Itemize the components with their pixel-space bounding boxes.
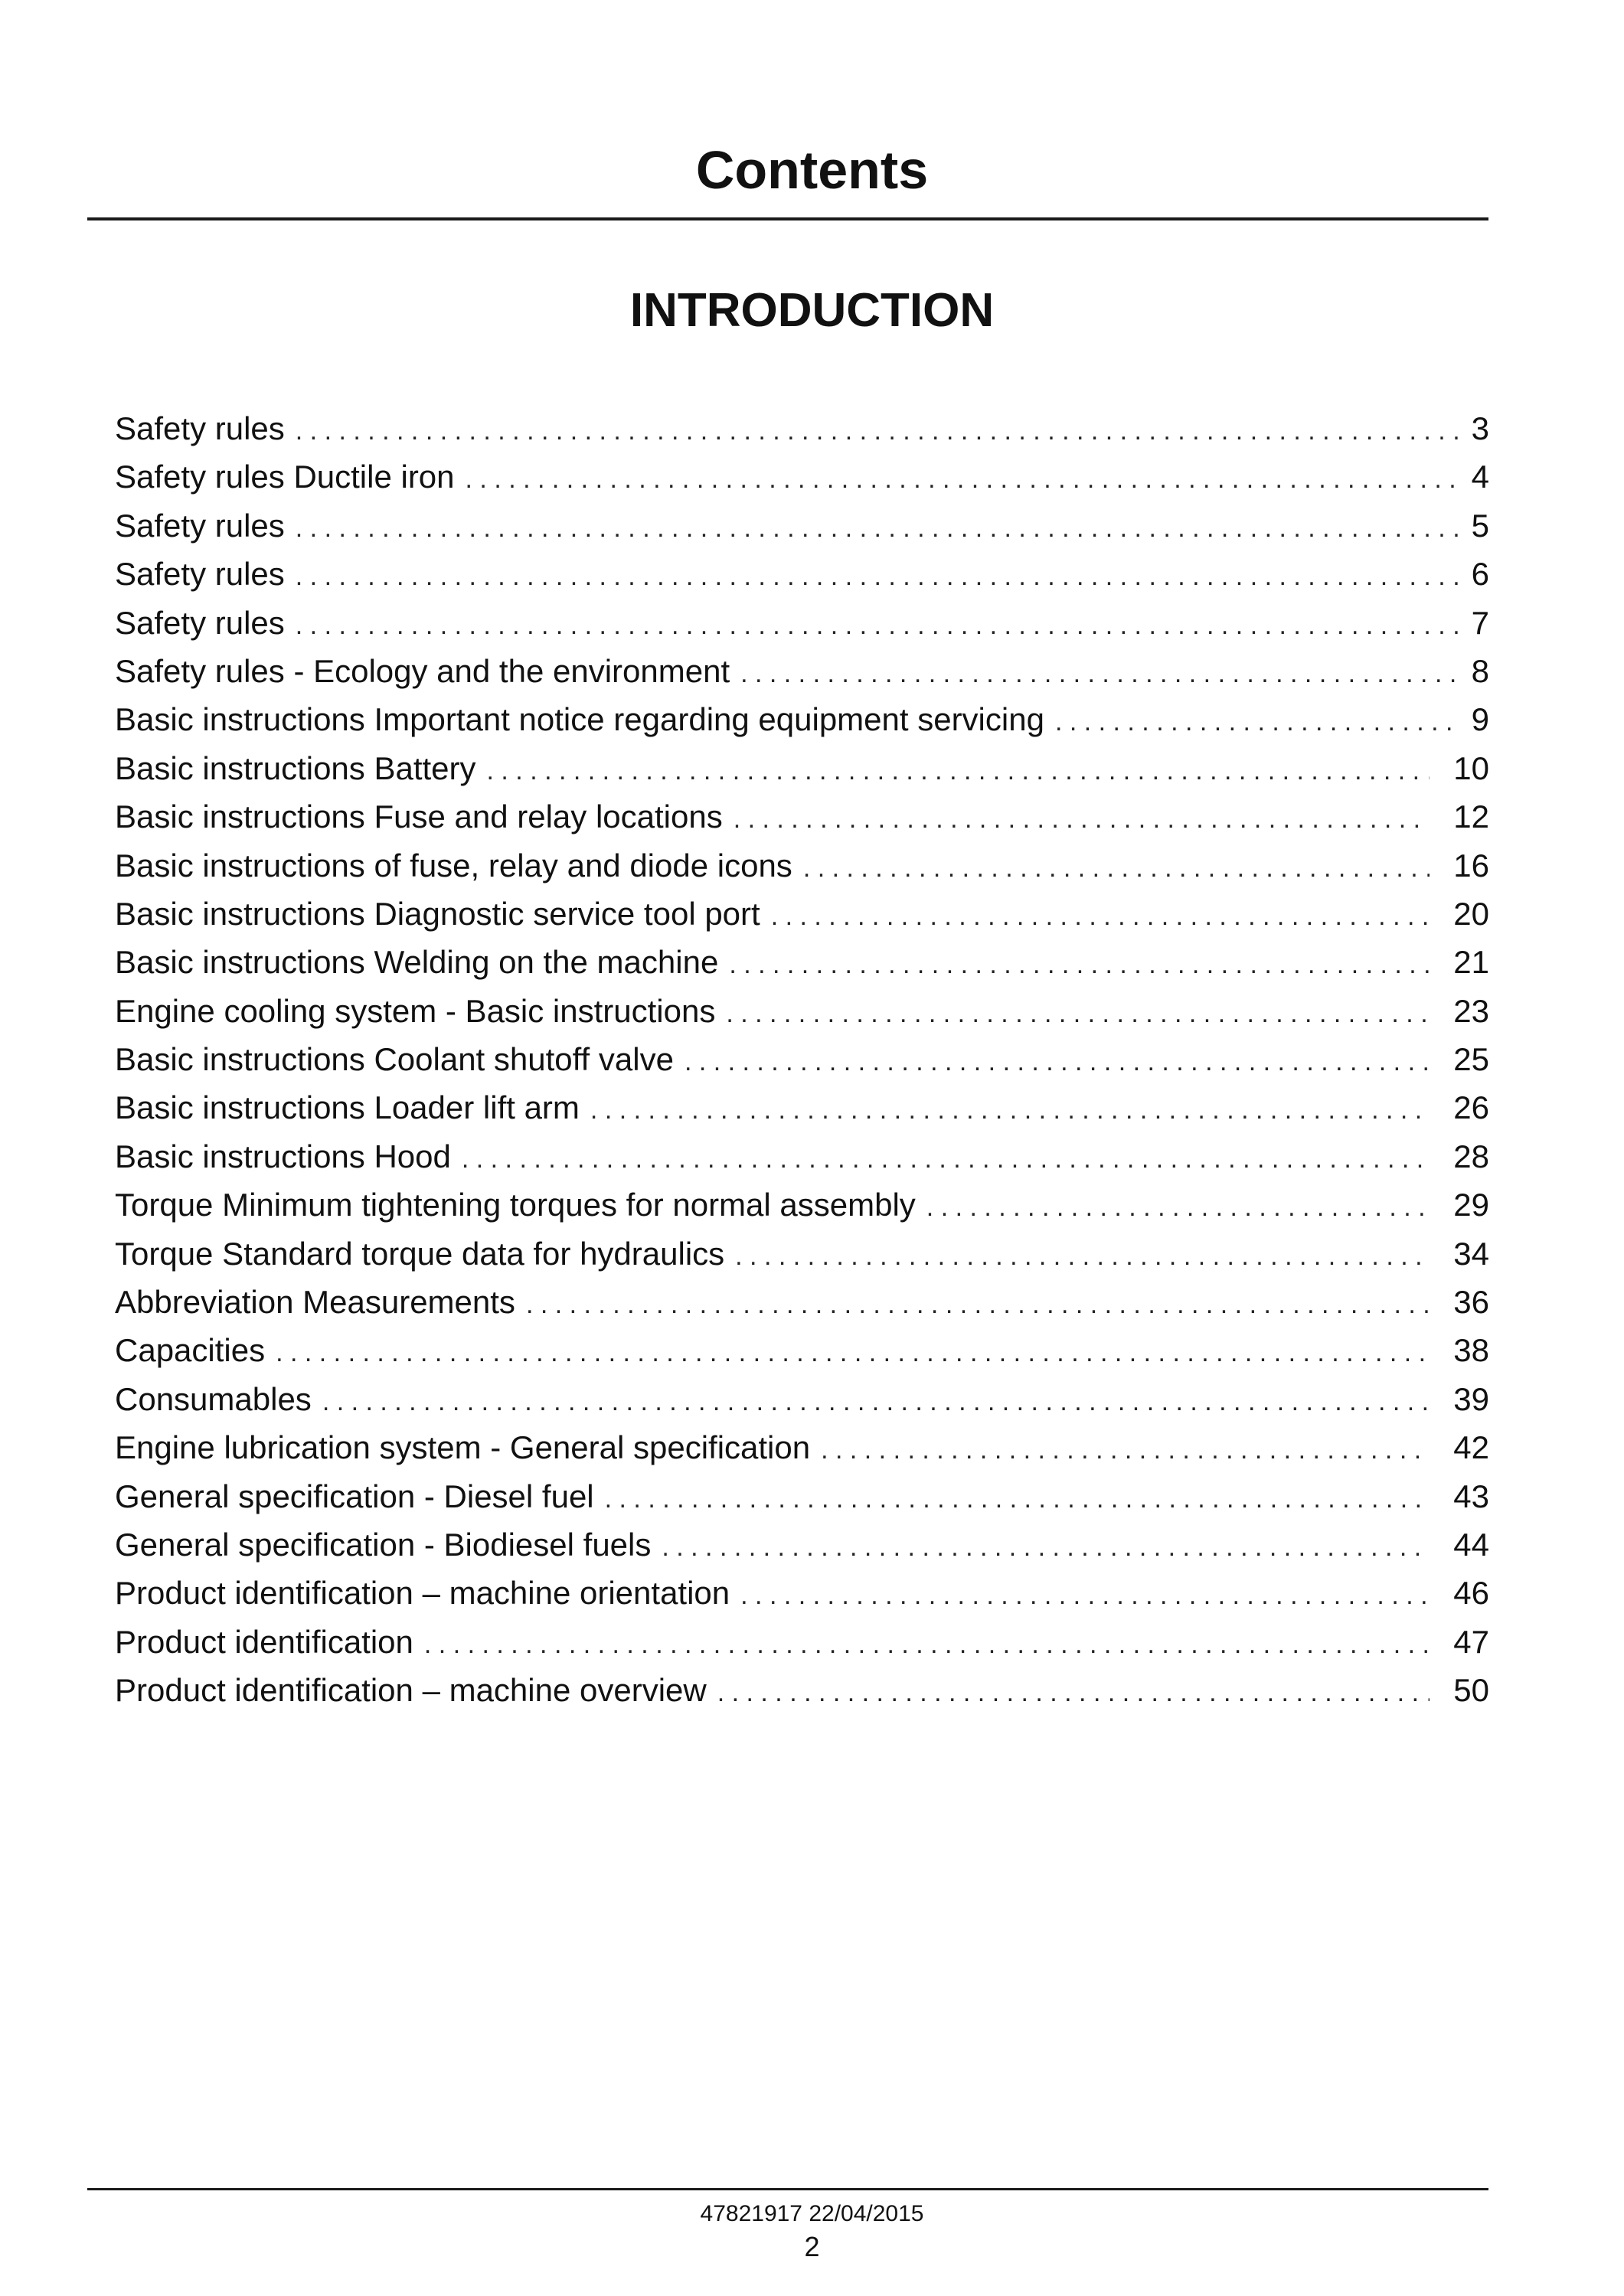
toc-entry[interactable] — [115, 599, 1489, 647]
toc-dot-leader — [771, 893, 1430, 941]
toc-dot-leader — [276, 1329, 1430, 1377]
toc-entry[interactable] — [115, 647, 1489, 695]
footer-divider — [87, 2188, 1488, 2190]
toc-entry[interactable] — [115, 792, 1489, 841]
toc-dot-leader — [322, 1378, 1430, 1426]
toc-entry-title: Abbreviation Measurements — [115, 1284, 515, 1321]
toc-entry[interactable] — [115, 1423, 1489, 1471]
toc-dot-leader — [296, 407, 1462, 456]
toc-entry-page: 10 — [1453, 750, 1489, 786]
toc-entry[interactable] — [115, 1666, 1489, 1714]
toc-dot-leader — [726, 990, 1430, 1038]
toc-dot-leader — [605, 1475, 1430, 1524]
toc-entry[interactable] — [115, 550, 1489, 598]
header-divider — [87, 217, 1488, 220]
toc-entry[interactable] — [115, 987, 1489, 1035]
toc-entry[interactable] — [115, 1569, 1489, 1617]
section-heading: INTRODUCTION — [629, 284, 995, 337]
toc-dot-leader — [821, 1426, 1430, 1475]
toc-entry[interactable] — [115, 1230, 1489, 1278]
toc-entry-title: Safety rules — [115, 556, 285, 593]
toc-entry-page: 5 — [1471, 507, 1489, 544]
toc-entry-title: Basic instructions Diagnostic service tool port — [115, 895, 760, 932]
toc-entry-title: Basic instructions Hood — [115, 1138, 451, 1174]
toc-entry-page: 44 — [1453, 1526, 1489, 1563]
toc-dot-leader — [662, 1524, 1430, 1572]
toc-dot-leader — [740, 650, 1462, 698]
toc-entry-page: 25 — [1453, 1041, 1489, 1078]
toc-dot-leader — [735, 1233, 1430, 1281]
toc-dot-leader — [424, 1621, 1430, 1669]
toc-entry-page: 20 — [1453, 895, 1489, 932]
toc-entry-title: Basic instructions Fuse and relay locations — [115, 799, 723, 835]
footer-document-reference: 47821917 22/04/2015 — [700, 2201, 924, 2226]
toc-entry-title: Torque Minimum tightening torques for normal assembly — [115, 1187, 916, 1223]
toc-entry-page: 28 — [1453, 1138, 1489, 1174]
toc-entry[interactable] — [115, 1375, 1489, 1423]
toc-dot-leader — [1055, 698, 1462, 746]
toc-entry-title: General specification - Diesel fuel — [115, 1478, 594, 1514]
toc-entry-title: Safety rules — [115, 507, 285, 544]
toc-entry-title: Safety rules — [115, 410, 285, 446]
toc-entry-page: 46 — [1453, 1575, 1489, 1612]
toc-entry[interactable] — [115, 744, 1489, 792]
toc-dot-leader — [487, 747, 1430, 795]
toc-entry-title: Product identification — [115, 1623, 413, 1660]
toc-entry-title: Safety rules Ductile iron — [115, 459, 455, 495]
toc-entry-page: 9 — [1471, 701, 1489, 738]
toc-dot-leader — [590, 1086, 1430, 1135]
toc-entry[interactable] — [115, 890, 1489, 938]
toc-entry-title: Basic instructions Welding on the machine — [115, 944, 719, 981]
toc-entry-page: 23 — [1453, 992, 1489, 1029]
toc-entry-title: Basic instructions Coolant shutoff valve — [115, 1041, 674, 1078]
toc-entry-title: Basic instructions of fuse, relay and diode icons — [115, 847, 792, 883]
toc-entry-title: Basic instructions Important notice regarding equipment servicing — [115, 701, 1044, 738]
toc-entry[interactable] — [115, 1083, 1489, 1132]
toc-entry-page: 38 — [1453, 1332, 1489, 1369]
toc-dot-leader — [734, 795, 1430, 844]
toc-entry-page: 42 — [1453, 1429, 1489, 1466]
toc-entry[interactable] — [115, 1472, 1489, 1520]
toc-entry[interactable] — [115, 1618, 1489, 1666]
toc-dot-leader — [296, 505, 1462, 553]
toc-entry[interactable] — [115, 695, 1489, 743]
toc-entry[interactable] — [115, 404, 1489, 452]
toc-entry-title: Safety rules — [115, 604, 285, 641]
toc-entry-page: 7 — [1471, 604, 1489, 641]
toc-entry-page: 6 — [1471, 556, 1489, 593]
table-of-contents — [115, 404, 1489, 1715]
toc-entry-page: 34 — [1453, 1235, 1489, 1272]
toc-entry-page: 47 — [1453, 1623, 1489, 1660]
toc-dot-leader — [296, 553, 1462, 601]
toc-dot-leader — [803, 844, 1430, 893]
toc-entry-page: 16 — [1453, 847, 1489, 883]
toc-dot-leader — [926, 1184, 1430, 1232]
footer-page-number: 2 — [804, 2231, 820, 2262]
toc-entry[interactable] — [115, 1035, 1489, 1083]
toc-entry-title: Safety rules - Ecology and the environment — [115, 652, 730, 689]
toc-dot-leader — [466, 456, 1462, 504]
toc-entry-page: 36 — [1453, 1284, 1489, 1321]
page-title: Contents — [695, 140, 929, 200]
toc-entry[interactable] — [115, 452, 1489, 501]
toc-entry-title: Product identification – machine orientation — [115, 1575, 730, 1612]
toc-entry-title: General specification - Biodiesel fuels — [115, 1526, 652, 1563]
toc-dot-leader — [729, 941, 1430, 989]
toc-entry-title: Engine cooling system - Basic instructions — [115, 992, 716, 1029]
toc-entry-page: 3 — [1471, 410, 1489, 446]
toc-entry-page: 39 — [1453, 1380, 1489, 1417]
toc-entry[interactable] — [115, 1278, 1489, 1326]
toc-entry[interactable] — [115, 938, 1489, 986]
toc-entry[interactable] — [115, 1132, 1489, 1181]
toc-entry-page: 8 — [1471, 652, 1489, 689]
toc-entry-page: 50 — [1453, 1672, 1489, 1709]
toc-dot-leader — [462, 1135, 1430, 1184]
toc-dot-leader — [717, 1669, 1430, 1717]
toc-entry-title: Basic instructions Loader lift arm — [115, 1089, 580, 1126]
toc-dot-leader — [740, 1572, 1430, 1620]
toc-entry-title: Basic instructions Battery — [115, 750, 476, 786]
toc-entry-title: Engine lubrication system - General specification — [115, 1429, 811, 1466]
toc-entry-title: Consumables — [115, 1380, 312, 1417]
toc-entry-title: Capacities — [115, 1332, 266, 1369]
toc-entry-page: 43 — [1453, 1478, 1489, 1514]
toc-entry-page: 12 — [1453, 799, 1489, 835]
toc-dot-leader — [296, 602, 1462, 650]
toc-entry[interactable] — [115, 841, 1489, 890]
toc-entry[interactable] — [115, 1181, 1489, 1229]
toc-entry-title: Torque Standard torque data for hydraulics — [115, 1235, 725, 1272]
toc-entry-page: 4 — [1471, 459, 1489, 495]
toc-dot-leader — [685, 1038, 1430, 1086]
toc-entry-title: Product identification – machine overview — [115, 1672, 707, 1709]
toc-entry[interactable] — [115, 1326, 1489, 1374]
toc-entry-page: 26 — [1453, 1089, 1489, 1126]
toc-entry-page: 29 — [1453, 1187, 1489, 1223]
toc-entry-page: 21 — [1453, 944, 1489, 981]
toc-entry[interactable] — [115, 501, 1489, 550]
toc-dot-leader — [526, 1281, 1430, 1329]
toc-entry[interactable] — [115, 1520, 1489, 1569]
